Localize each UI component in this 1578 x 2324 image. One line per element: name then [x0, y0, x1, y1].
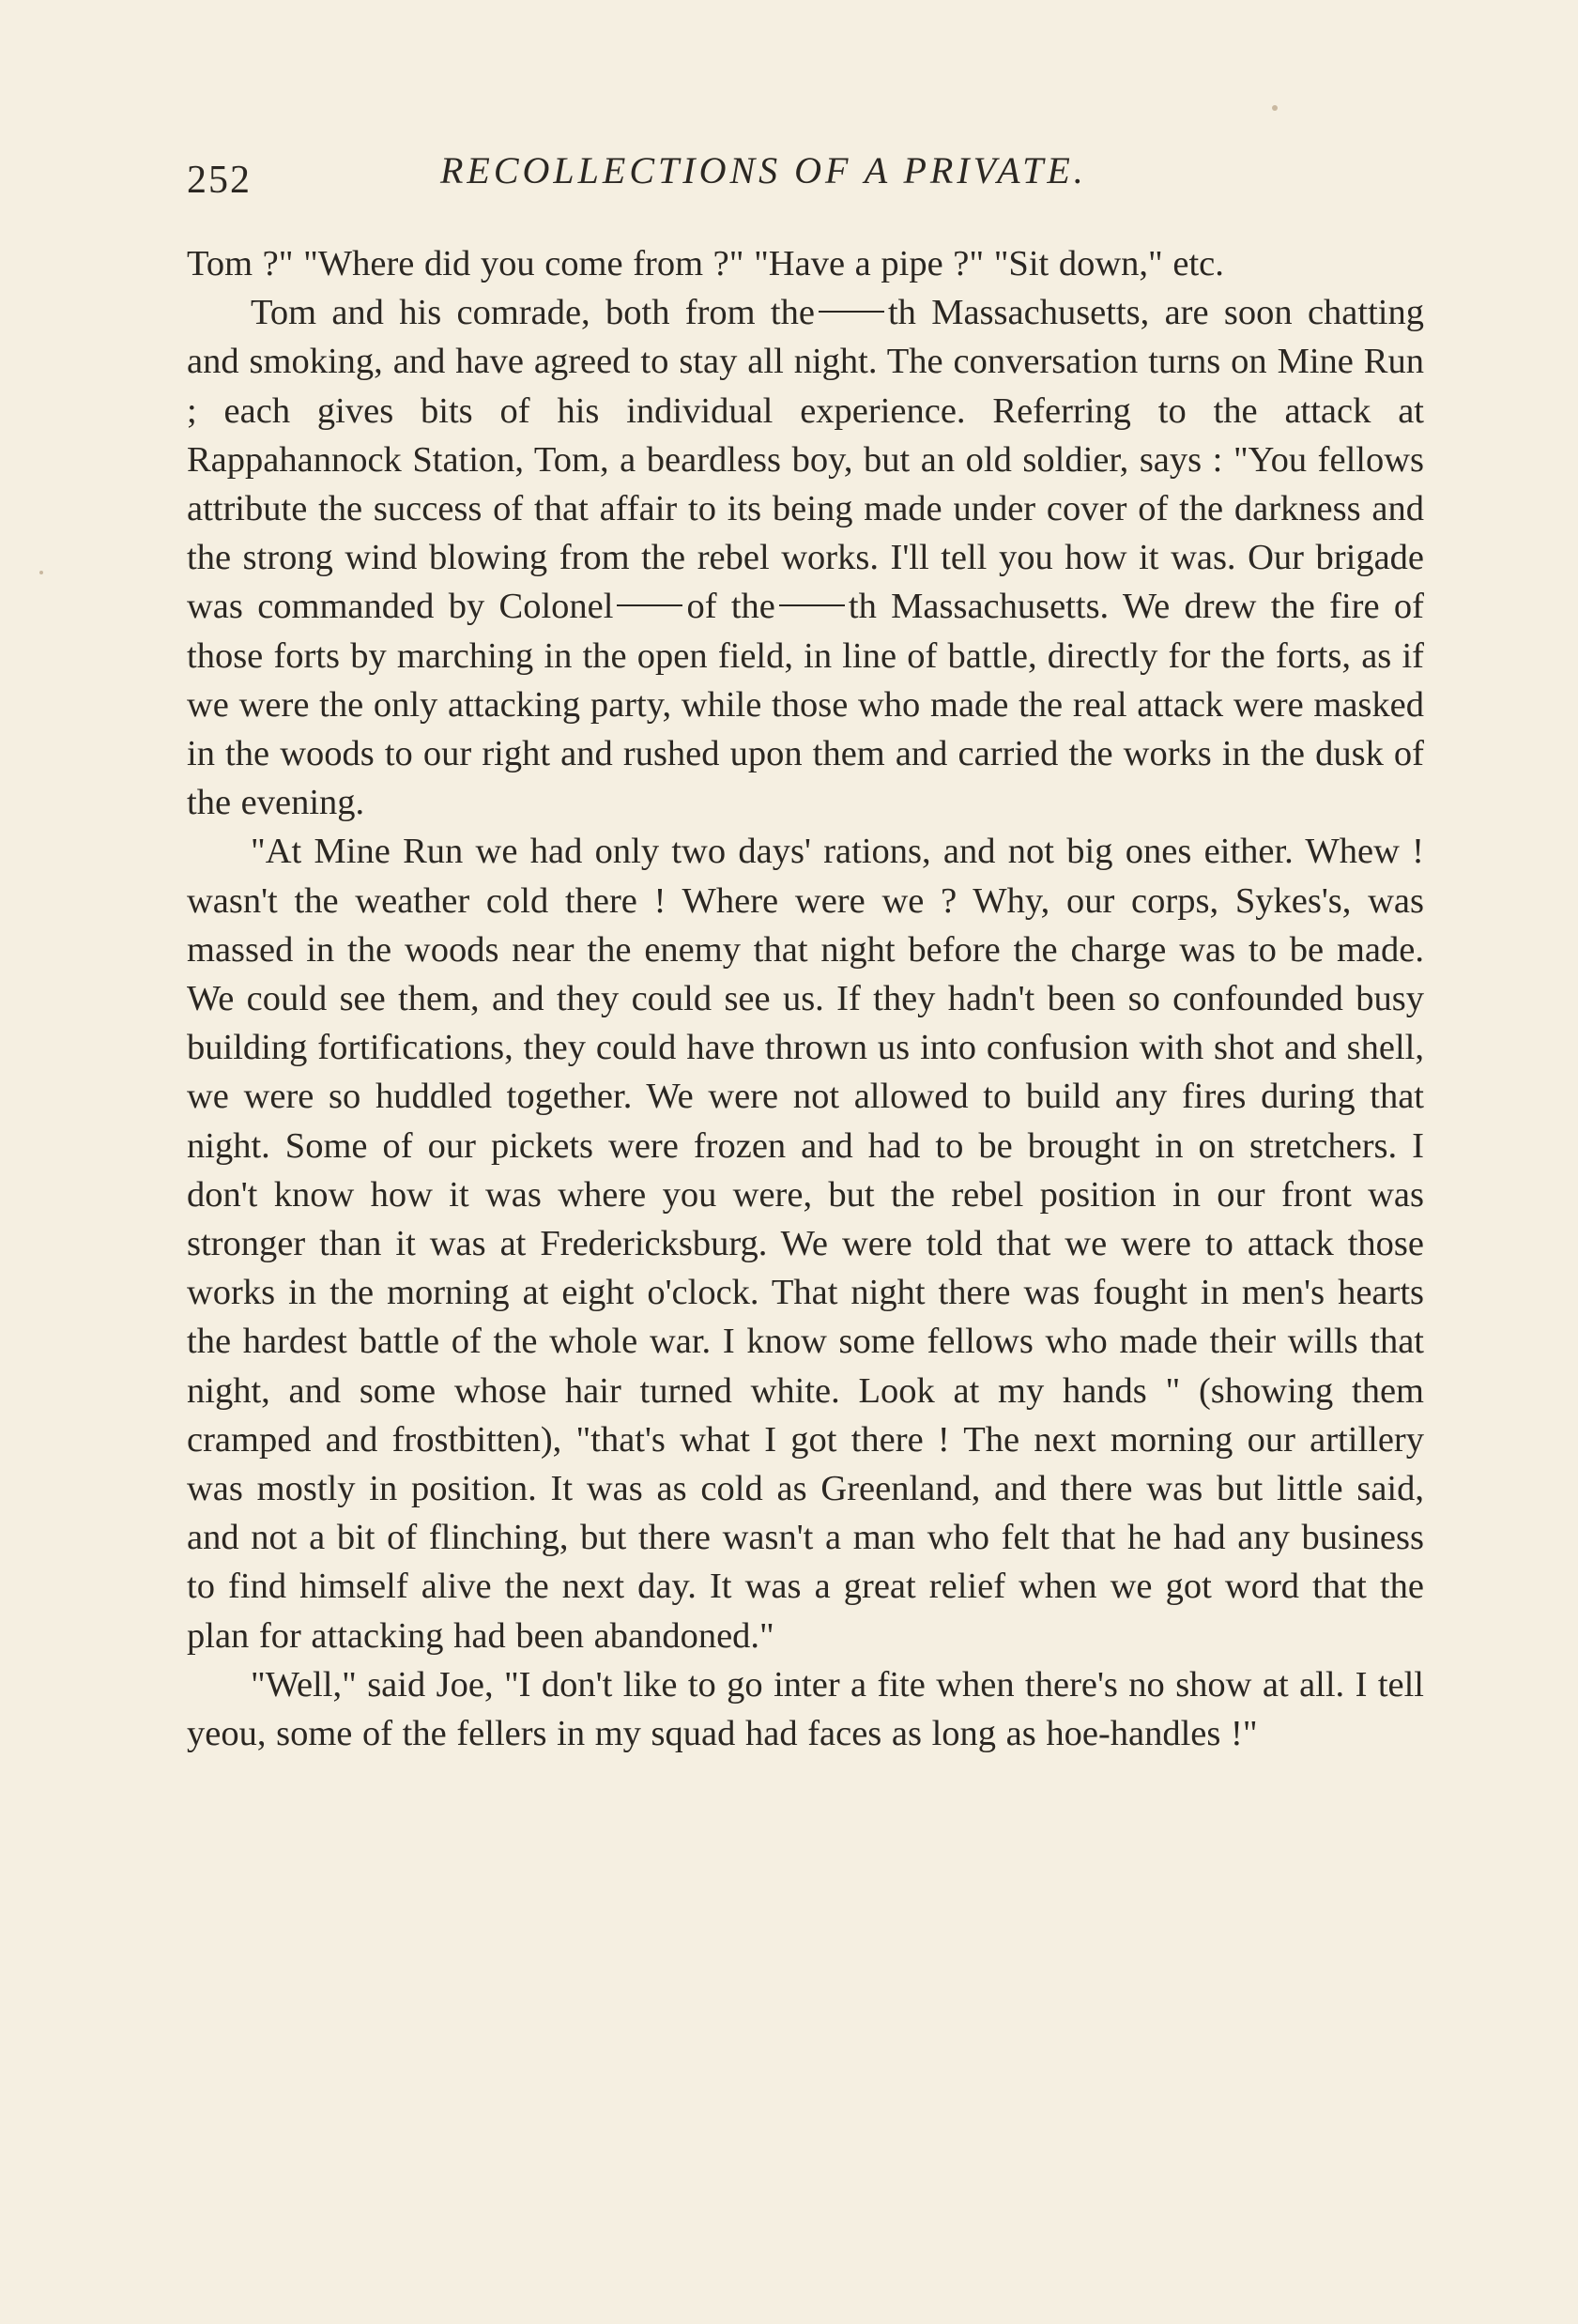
redaction-dash: [617, 604, 682, 606]
paragraph-3: [187, 827, 1424, 1659]
body-text: [187, 239, 1424, 1758]
paragraph-2-part-b: th Massachusetts, are soon chatting and smoking, and have agreed to stay all night. The conversation turns on Mine Run ; each gives bits of his individual experience. Referring to the attack at Rappahannock Station, Tom, a beardless boy, but an old soldier, says : "You fellows attribute the success of that affair to its being made under cover of the darkness and the strong wind blowing from the rebel works. I'll tell you how it was. Our brigade was commanded by Colonel: [187, 293, 1424, 627]
redaction-dash: [819, 311, 884, 313]
paragraph-1: [187, 239, 1424, 288]
page-header: [187, 141, 1424, 216]
page-number: 252: [187, 159, 252, 202]
paragraph-2: [187, 288, 1424, 827]
paragraph-4: [187, 1660, 1424, 1758]
paragraph-2-part-c: of the: [686, 587, 775, 627]
paragraph-3-text: "At Mine Run we had only two days' rations, and not big ones either. Whew ! wasn't the weather cold there ! Where were we ? Why, our corps, Sykes's, was massed in the woods near the enemy that night before the charge was to be made. We could see them, and they could see us. If they hadn't been so confounded busy building fortifications, they could have thrown us into confusion with shot and shell, we were so huddled together. We were not allowed to build any fires during that night. Some of our pickets were frozen and had to be brought in on stretchers. I don't know how it was where you were, but the rebel position in our front was stronger than it was at Fredericksburg. We were told that we were to attack those works in the morning at eight o'clock. That night there was fought in men's hearts the hardest battle of the whole war. I know some fellows who made their wills that night, and some whose hair turned white. Look at my hands " (showing them cramped and frostbitten), "that's what I got there ! The next morning our artillery was mostly in position. It was as cold as Greenland, and there was but little said, and not a bit of flinching, but there wasn't a man who felt that he had any business to find himself alive the next day. It was a great relief when we got word that the plan for attacking had been abandoned.": [187, 832, 1424, 1656]
paragraph-2-part-d: th Massachusetts. We drew the fire of those forts by marching in the open field, in line of battle, directly for the forts, as if we were the only attacking party, while those who made the real attack were masked in the woods to our right and rushed upon them and carried the works in the dusk of the evening.: [187, 587, 1424, 823]
paper-speck: [39, 571, 43, 574]
paragraph-4-text: "Well," said Joe, "I don't like to go inter a fite when there's no show at all. I tell yeou, some of the fellers in my squad had faces as long as hoe-handles !": [187, 1664, 1424, 1754]
paper-speck: [1272, 105, 1278, 111]
paragraph-2-part-a: Tom and his comrade, both from the: [251, 293, 815, 333]
redaction-dash: [779, 604, 845, 606]
running-title: RECOLLECTIONS OF A PRIVATE.: [440, 149, 1087, 191]
paragraph-1-text: Tom ?" "Where did you come from ?" "Have a pipe ?" "Sit down," etc.: [187, 244, 1224, 283]
